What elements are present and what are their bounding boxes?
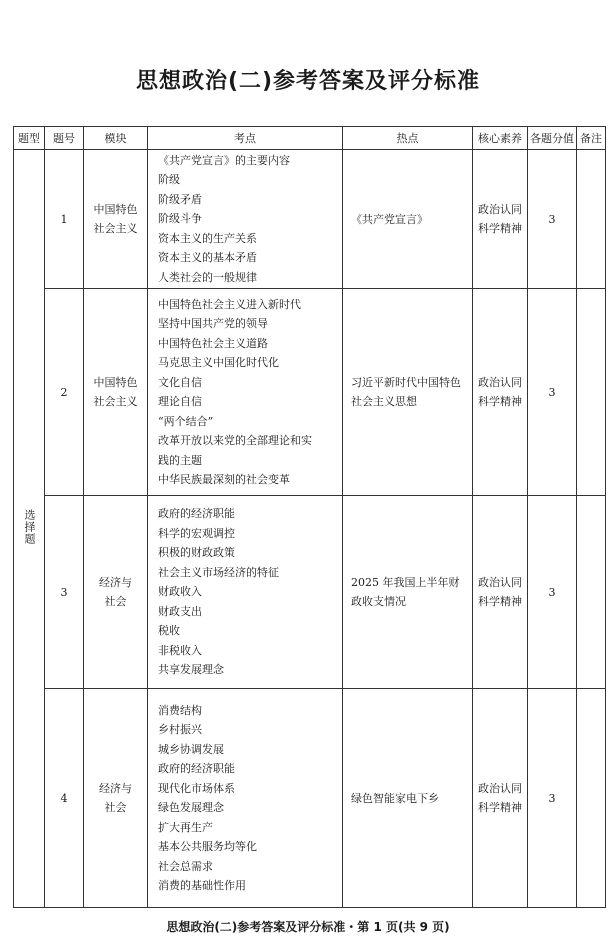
question-type-cell: [14, 150, 45, 908]
answer-table: [13, 126, 606, 908]
exam-point-item: 文化自信: [158, 375, 202, 389]
exam-point-item: 税收: [158, 624, 180, 638]
core-literacy-cell: [473, 289, 528, 496]
exam-point-item: 财政收入: [158, 585, 202, 599]
exam-point-item: 中国特色社会主义进入新时代: [158, 297, 301, 311]
score-cell: 3: [528, 496, 577, 689]
exam-point-item: 坚持中国共产党的领导: [158, 317, 268, 330]
hot-topic-cell: 《共产党宣言》: [343, 150, 473, 289]
page-title: 思想政治(二)参考答案及评分标准: [135, 69, 481, 94]
exam-point-item: 城乡协调发展: [158, 742, 224, 756]
exam-point-item: 积极的财政政策: [158, 546, 235, 560]
exam-point-item: 绿色发展理念: [158, 801, 224, 814]
exam-point-item: 人类社会的一般规律: [158, 270, 257, 284]
header-remark: 备注: [577, 127, 606, 150]
module-cell: [84, 496, 148, 689]
exam-point-item: 政府的经济职能: [158, 507, 235, 521]
score-cell: 3: [528, 289, 577, 496]
core-literacy-cell: [473, 150, 528, 289]
exam-point-item: 中国特色社会主义道路: [158, 336, 268, 350]
exam-point-item: 中华民族最深刻的社会变革: [158, 473, 290, 486]
exam-points-cell: [148, 150, 343, 289]
exam-points-cell: [148, 496, 343, 689]
exam-point-item: 基本公共服务均等化: [158, 840, 257, 853]
core-literacy-cell: [473, 689, 528, 908]
exam-point-item: 财政支出: [158, 604, 202, 618]
question-number: 4: [45, 689, 84, 908]
module-cell: [84, 289, 148, 496]
module-line: 社会主义: [93, 222, 138, 235]
exam-point-item: 消费的基础性作用: [158, 879, 246, 892]
question-number: 2: [45, 289, 84, 496]
header-number: 题号: [45, 127, 84, 150]
exam-point-item: 科学的宏观调控: [158, 526, 235, 540]
core-literacy-line: 政治认同: [478, 782, 522, 795]
hot-topic-cell: 绿色智能家电下乡: [343, 689, 473, 908]
core-literacy-line: 科学精神: [478, 595, 522, 608]
table-header-row: [14, 127, 606, 150]
table-row: [14, 689, 606, 908]
exam-point-item: 马克思主义中国化时代化: [158, 356, 279, 369]
exam-point-item: 资本主义的基本矛盾: [158, 251, 257, 265]
module-line: 社会: [104, 595, 127, 608]
exam-point-item: 践的主题: [158, 453, 202, 467]
exam-point-item: 非税收入: [158, 643, 202, 657]
module-line: 经济与: [99, 782, 132, 795]
module-line: 中国特色: [93, 203, 138, 216]
hot-topic-cell: 2025 年我国上半年财政收支情况: [343, 496, 473, 689]
core-literacy-line: 政治认同: [478, 576, 522, 589]
module-line: 经济与: [99, 576, 132, 589]
exam-point-item: 社会总需求: [158, 859, 213, 873]
exam-point-item: 消费结构: [158, 703, 202, 717]
remark-cell: [577, 150, 606, 289]
remark-cell: [577, 496, 606, 689]
score-cell: 3: [528, 150, 577, 289]
remark-cell: [577, 689, 606, 908]
exam-point-item: 扩大再生产: [158, 820, 213, 834]
header-hot-topic: 热点: [343, 127, 473, 150]
header-exam-points: 考点: [148, 127, 343, 150]
module-line: 社会: [104, 801, 127, 814]
exam-points-cell: [148, 689, 343, 908]
score-cell: 3: [528, 689, 577, 908]
question-number: 3: [45, 496, 84, 689]
hot-topic-cell: 习近平新时代中国特色社会主义思想: [343, 289, 473, 496]
core-literacy-cell: [473, 496, 528, 689]
table-row: [14, 289, 606, 496]
core-literacy-line: 科学精神: [478, 395, 522, 408]
exam-point-item: 乡村振兴: [158, 723, 202, 736]
exam-points-cell: [148, 289, 343, 496]
module-cell: [84, 150, 148, 289]
exam-point-item: 社会主义市场经济的特征: [158, 565, 279, 579]
table-row: [14, 150, 606, 289]
exam-point-item: 《共产党宣言》的主要内容: [158, 153, 290, 167]
exam-point-item: 共享发展理念: [158, 663, 224, 677]
header-score: 各题分值: [528, 127, 577, 150]
core-literacy-line: 科学精神: [478, 222, 522, 235]
exam-point-item: 阶级: [158, 173, 180, 187]
exam-point-item: 现代化市场体系: [158, 781, 235, 795]
exam-point-item: 理论自信: [158, 395, 202, 408]
question-number: 1: [45, 150, 84, 289]
exam-point-item: 资本主义的生产关系: [158, 231, 257, 245]
header-type: 题型: [14, 127, 45, 150]
page-footer: 思想政治(二)参考答案及评分标准・第 1 页(共 9 页): [166, 920, 450, 934]
module-line: 社会主义: [93, 395, 138, 408]
core-literacy-line: 政治认同: [478, 203, 522, 216]
module-cell: [84, 689, 148, 908]
exam-point-item: 阶级斗争: [158, 212, 202, 226]
exam-point-item: 阶级矛盾: [158, 192, 202, 206]
question-type-label: 选择题: [23, 509, 36, 545]
remark-cell: [577, 289, 606, 496]
header-module: 模块: [84, 127, 148, 150]
table-row: [14, 496, 606, 689]
core-literacy-line: 科学精神: [478, 801, 522, 814]
exam-point-item: 改革开放以来党的全部理论和实: [158, 434, 312, 447]
core-literacy-line: 政治认同: [478, 376, 522, 389]
header-core-literacy: 核心素养: [473, 127, 528, 150]
module-line: 中国特色: [93, 376, 138, 389]
exam-point-item: 政府的经济职能: [158, 762, 235, 775]
exam-point-item: “两个结合”: [158, 414, 214, 428]
